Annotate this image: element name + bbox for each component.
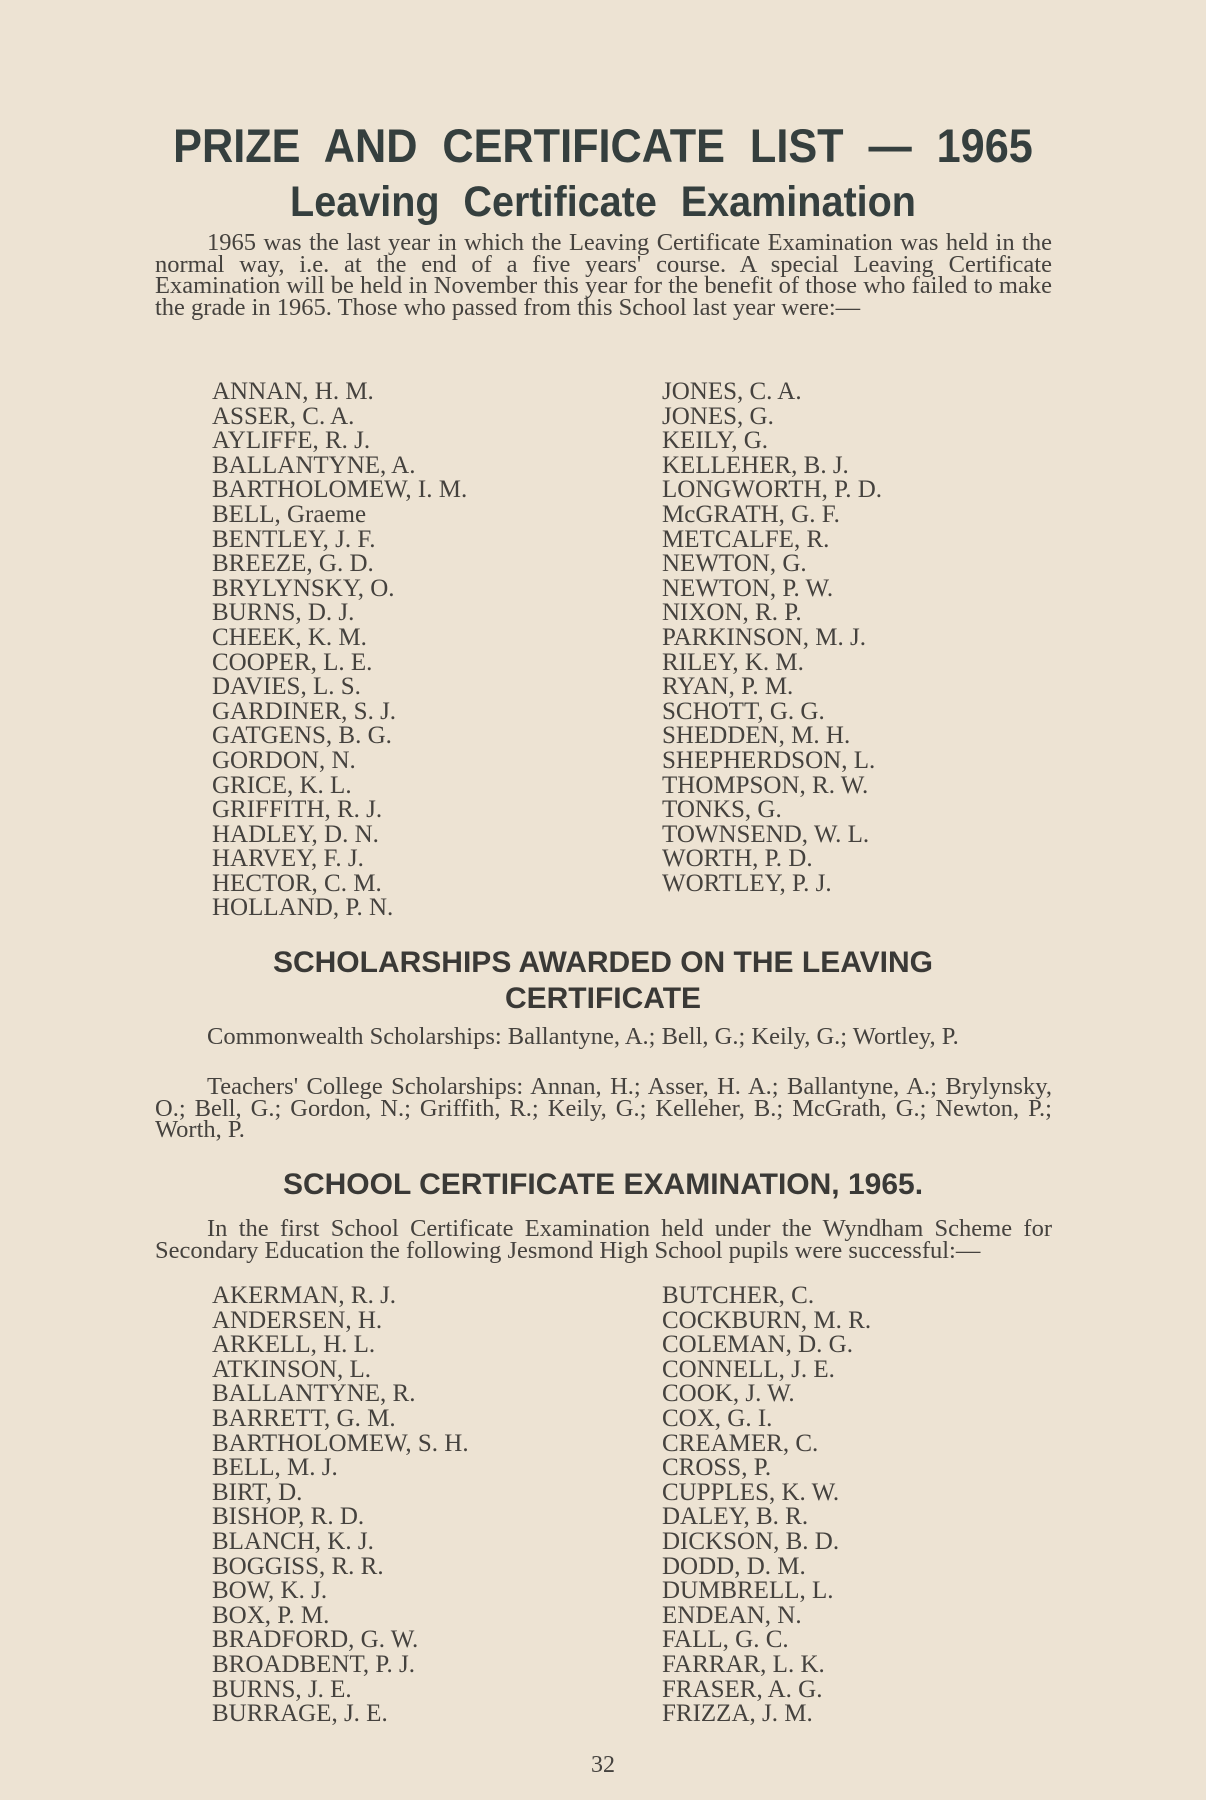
name-entry: THOMPSON, R. W. <box>662 771 869 799</box>
school-names-right-column <box>662 1284 871 1727</box>
leaving-names-left-column <box>212 380 467 921</box>
school-cert-intro-text: In the first School Certificate Examination held under the Wyndham Scheme for Secondary Education the following Jesmond High School pupils were successful:— <box>155 1215 1052 1264</box>
name-entry: BLANCH, K. J. <box>212 1527 374 1555</box>
name-entry: CROSS, P. <box>662 1454 772 1482</box>
name-entry: LONGWORTH, P. D. <box>662 476 883 504</box>
name-entry: GATGENS, B. G. <box>212 722 392 750</box>
name-entry: BALLANTYNE, R. <box>212 1380 416 1408</box>
name-entry: WORTH, P. D. <box>662 845 813 873</box>
name-entry: COX, G. I. <box>662 1404 773 1432</box>
name-entry: FRASER, A. G. <box>662 1675 823 1703</box>
name-entry: ANDERSEN, H. <box>212 1306 383 1334</box>
name-entry: COLEMAN, D. G. <box>662 1331 853 1359</box>
name-entry: GRICE, K. L. <box>212 771 352 799</box>
name-entry: BISHOP, R. D. <box>212 1503 365 1531</box>
leaving-intro-text: 1965 was the last year in which the Leaving Certificate Examination was held in the normal way, i.e. at the end of a five years' course. A special Leaving Certificate Examination will be held in November this year for the benefit of those who failed to make the grade in 1965. Those who passed from this School last year were:— <box>155 229 1052 321</box>
name-entry: NEWTON, P. W. <box>662 574 834 602</box>
name-entry: BUTCHER, C. <box>662 1282 815 1309</box>
name-entry: BOW, K. J. <box>212 1577 328 1605</box>
name-entry: FARRAR, L. K. <box>662 1650 825 1678</box>
name-entry: BURNS, D. J. <box>212 599 355 627</box>
name-entry: GRIFFITH, R. J. <box>212 796 383 824</box>
name-entry: HECTOR, C. M. <box>212 869 382 897</box>
name-entry: DICKSON, B. D. <box>662 1527 840 1555</box>
name-entry: CONNELL, J. E. <box>662 1355 835 1383</box>
school-names-left-column <box>212 1284 469 1727</box>
name-entry: BALLANTYNE, A. <box>212 451 416 479</box>
name-entry: KELLEHER, B. J. <box>662 451 849 479</box>
name-entry: HOLLAND, P. N. <box>212 894 394 922</box>
name-entry: DUMBRELL, L. <box>662 1577 834 1605</box>
scholarships-heading-line2: CERTIFICATE <box>504 982 702 1015</box>
name-entry: KEILY, G. <box>662 427 769 455</box>
school-cert-intro-paragraph <box>155 1215 1052 1264</box>
page-title: PRIZE AND CERTIFICATE LIST — 1965 <box>173 119 1033 172</box>
name-entry: PARKINSON, M. J. <box>662 623 866 651</box>
name-entry: AYLIFFE, R. J. <box>212 427 371 455</box>
scholarships-heading <box>0 945 1206 1017</box>
name-entry: WORTLEY, P. J. <box>662 869 832 897</box>
name-entry: ARKELL, H. L. <box>212 1331 376 1359</box>
name-entry: BENTLEY, J. F. <box>212 525 376 553</box>
commonwealth-scholarships-paragraph <box>155 1023 1052 1050</box>
name-entry: CHEEK, K. M. <box>212 623 367 651</box>
name-entry: DODD, D. M. <box>662 1552 806 1580</box>
name-entry: RYAN, P. M. <box>662 673 794 701</box>
name-entry: COOK, J. W. <box>662 1380 795 1408</box>
name-entry: McGRATH, G. F. <box>662 500 840 528</box>
name-entry: NEWTON, G. <box>662 550 807 578</box>
name-entry: SHEPHERDSON, L. <box>662 746 876 774</box>
name-entry: BROADBENT, P. J. <box>212 1650 416 1678</box>
commonwealth-scholarships-text: Commonwealth Scholarships: Ballantyne, A.; Bell, G.; Keily, G.; Wortley, P. <box>207 1023 959 1050</box>
name-entry: ENDEAN, N. <box>662 1601 802 1629</box>
name-entry: FRIZZA, J. M. <box>662 1700 813 1728</box>
scholarships-heading-line1: SCHOLARSHIPS AWARDED ON THE LEAVING <box>272 946 934 979</box>
name-entry: DALEY, B. R. <box>662 1503 809 1531</box>
name-entry: BARTHOLOMEW, S. H. <box>212 1429 469 1457</box>
name-entry: COOPER, L. E. <box>212 648 373 676</box>
leaving-names-right-column <box>662 380 882 896</box>
name-entry: CREAMER, C. <box>662 1429 819 1457</box>
name-entry: BREEZE, G. D. <box>212 550 374 578</box>
name-entry: TONKS, G. <box>662 796 782 824</box>
name-entry: DAVIES, L. S. <box>212 673 361 701</box>
name-entry: BELL, Graeme <box>212 500 367 528</box>
teachers-scholarships-paragraph <box>155 1073 1052 1143</box>
name-entry: COCKBURN, M. R. <box>662 1306 872 1334</box>
name-entry: GARDINER, S. J. <box>212 697 397 725</box>
name-entry: METCALFE, R. <box>662 525 830 553</box>
page-subtitle: Leaving Certificate Examination <box>290 178 916 226</box>
name-entry: GORDON, N. <box>212 746 356 774</box>
name-entry: BURNS, J. E. <box>212 1675 352 1703</box>
name-entry: FALL, G. C. <box>662 1626 789 1654</box>
name-entry: HARVEY, F. J. <box>212 845 364 873</box>
name-entry: BELL, M. J. <box>212 1454 338 1482</box>
name-entry: BIRT, D. <box>212 1478 303 1506</box>
name-entry: SCHOTT, G. G. <box>662 697 825 725</box>
school-certificate-heading: SCHOOL CERTIFICATE EXAMINATION, 1965. <box>282 1168 924 1201</box>
leaving-intro-paragraph <box>155 229 1052 321</box>
name-entry: BRADFORD, G. W. <box>212 1626 419 1654</box>
name-entry: HADLEY, D. N. <box>212 820 379 848</box>
page-number: 32 <box>591 1752 615 1778</box>
name-entry: TOWNSEND, W. L. <box>662 820 870 848</box>
name-entry: ANNAN, H. M. <box>212 378 374 405</box>
name-entry: CUPPLES, K. W. <box>662 1478 840 1506</box>
name-entry: SHEDDEN, M. H. <box>662 722 851 750</box>
name-entry: BOGGISS, R. R. <box>212 1552 384 1580</box>
name-entry: NIXON, R. P. <box>662 599 802 627</box>
name-entry: ATKINSON, L. <box>212 1355 372 1383</box>
name-entry: JONES, C. A. <box>662 378 802 405</box>
name-entry: AKERMAN, R. J. <box>212 1282 397 1309</box>
name-entry: BARRETT, G. M. <box>212 1404 396 1432</box>
name-entry: ASSER, C. A. <box>212 402 355 430</box>
name-entry: RILEY, K. M. <box>662 648 804 676</box>
teachers-scholarships-text: Teachers' College Scholarships: Annan, H.; Asser, H. A.; Ballantyne, A.; Brylynsky, O.; Bell, G.; Gordon, N.; Griffith, R.; Keily, G.; Kelleher, B.; McGrath, G.; Newton, P.; Worth, P. <box>155 1073 1052 1143</box>
name-entry: JONES, G. <box>662 402 774 430</box>
name-entry: BARTHOLOMEW, I. M. <box>212 476 468 504</box>
name-entry: BOX, P. M. <box>212 1601 330 1629</box>
name-entry: BURRAGE, J. E. <box>212 1700 388 1728</box>
name-entry: BRYLYNSKY, O. <box>212 574 395 602</box>
